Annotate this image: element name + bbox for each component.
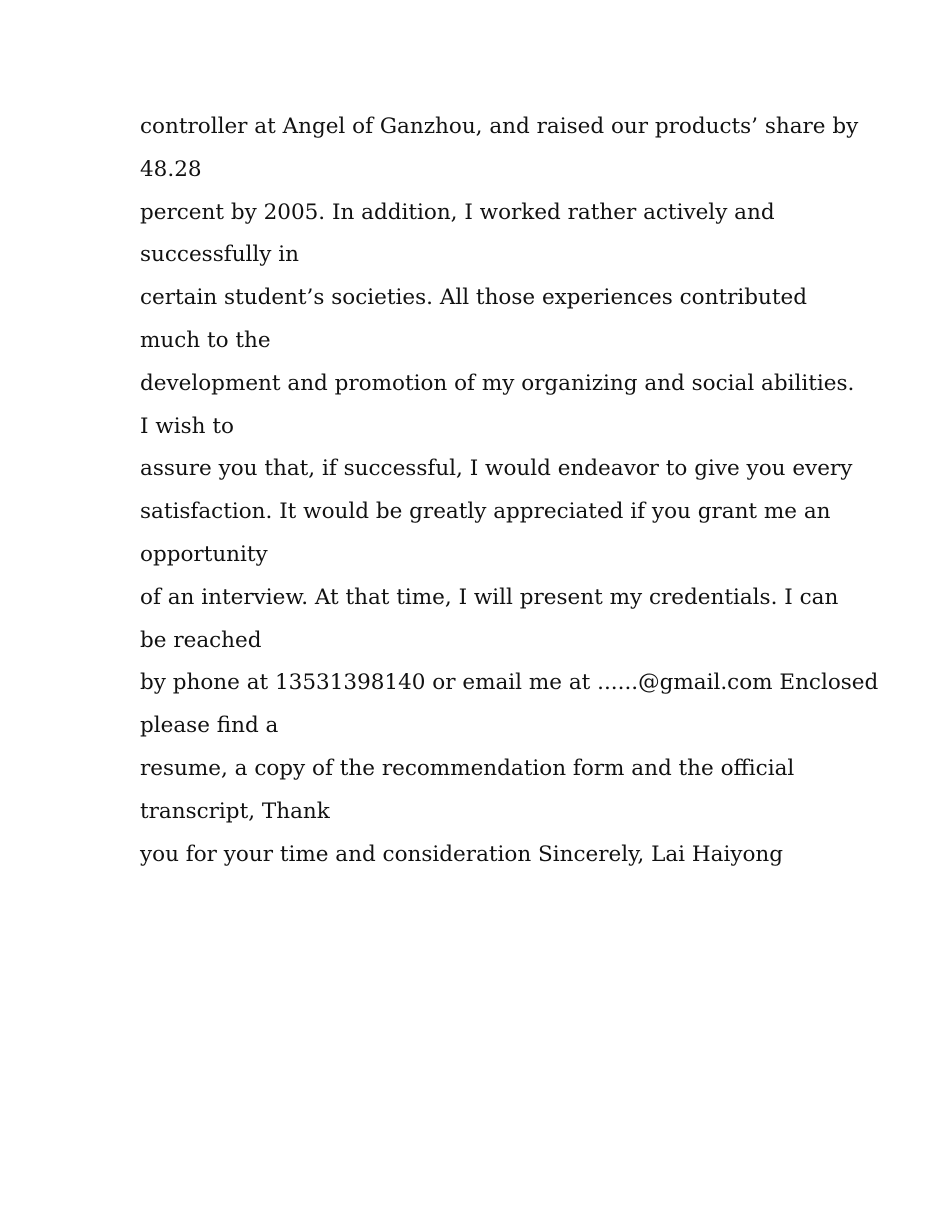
text-line: much to the: [140, 327, 271, 353]
text-line: resume, a copy of the recommendation form and the official: [140, 755, 795, 781]
text-line: be reached: [140, 627, 262, 653]
text-line: please find a: [140, 713, 279, 739]
text-line: of an interview. At that time, I will present my credentials. I can: [140, 584, 839, 610]
text-line: successfully in: [140, 242, 300, 268]
text-line: development and promotion of my organizing and social abilities.: [140, 370, 855, 396]
text-line: you for your time and consideration Sincerely, Lai Haiyong: [140, 841, 784, 867]
text-line: I wish to: [140, 413, 234, 439]
text-line: opportunity: [140, 541, 268, 567]
text-line: certain student’s societies. All those experiences contributed: [140, 285, 808, 311]
letter-body: [140, 106, 879, 876]
text-line: by phone at 13531398140 or email me at ......@gmail.com Enclosed: [140, 670, 879, 696]
text-line: 48.28: [140, 156, 202, 182]
text-line: percent by 2005. In addition, I worked rather actively and: [140, 199, 775, 225]
text-line: controller at Angel of Ganzhou, and raised our products’ share by: [140, 114, 859, 139]
text-line: satisfaction. It would be greatly appreciated if you grant me an: [140, 499, 831, 525]
text-line: assure you that, if successful, I would endeavor to give you every: [140, 456, 853, 482]
text-line: transcript, Thank: [140, 798, 330, 824]
